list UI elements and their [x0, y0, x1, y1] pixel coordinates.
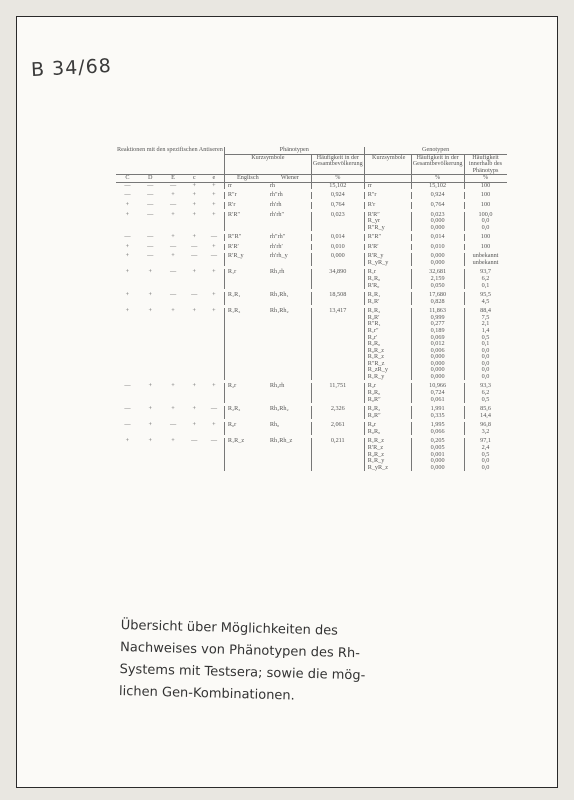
cell-line: 0,764 — [430, 200, 445, 208]
phaenotyp-wiener: Rh₀ — [269, 421, 280, 429]
cell-line: R₁R₁ — [367, 291, 381, 299]
cell-line: 3,2 — [481, 427, 490, 435]
haeufigkeit-phaenotyp-header: Häufigkeit innerhalb des Phänotyps — [464, 154, 507, 175]
phaenotyp-wiener: Rh₁Rh_z — [269, 437, 293, 445]
genotyp-anteil — [464, 422, 507, 435]
cell-line: R″r — [367, 191, 377, 199]
cell-line: 0,000 — [430, 258, 445, 266]
cell-line: 0,5 — [481, 395, 490, 403]
cell-line: 0,5 — [481, 450, 490, 458]
phaenotyp-englisch: R″R″ — [224, 234, 269, 241]
wiener-header: Wiener — [269, 175, 312, 183]
phaenotyp-englisch: R₂r — [224, 383, 269, 403]
genotyp-anteil — [464, 383, 507, 403]
cell-line: 100,0 — [478, 210, 493, 218]
reaction-cell: — — [210, 405, 218, 413]
cell-line: 0,023 — [430, 210, 445, 218]
cell-line: 0,828 — [430, 297, 445, 305]
phaenotyp-englisch: R″r — [224, 192, 269, 199]
cell-line: R₁R_z — [367, 437, 384, 445]
phaenotyp-englisch: rr — [224, 182, 269, 189]
table-row — [116, 422, 507, 435]
phaenotyp-haeufigkeit: 2,061 — [311, 422, 364, 435]
cell-line: 7,5 — [481, 313, 490, 321]
cell-line: R₂R₂ — [367, 405, 381, 413]
cell-line: R₀R₀ — [367, 427, 381, 435]
genotyp-symbols — [364, 253, 411, 266]
phaenotyp-englisch: R′R_y — [224, 253, 269, 266]
genotyp-haeufigkeit — [411, 422, 464, 435]
cell-line: 2,4 — [481, 443, 490, 451]
reaction-cell: — — [169, 181, 177, 189]
table-row — [116, 308, 507, 380]
reaction-cell: + — [192, 382, 196, 390]
cell-line: 17,680 — [429, 291, 447, 299]
cell-line: 0,0 — [481, 457, 490, 465]
cell-line: 97,1 — [480, 437, 491, 445]
cell-line: 0,5 — [481, 333, 490, 341]
genotyp-symbols — [364, 383, 411, 403]
cell-line: 0,012 — [430, 340, 445, 348]
genotyp-symbols — [364, 406, 411, 419]
reaction-cell: — — [147, 242, 154, 250]
cell-line: R_yr — [367, 217, 381, 225]
reaction-cell: + — [125, 252, 130, 260]
cell-line: 0,000 — [430, 457, 445, 465]
reaction-cell: + — [171, 382, 175, 390]
phaenotyp-haeufigkeit: 0,924 — [311, 192, 364, 199]
cell-line: 2,159 — [430, 275, 445, 282]
cell-line: R₁R_y — [367, 372, 385, 380]
reaction-cell: + — [212, 268, 216, 276]
cell-line: 0,0 — [481, 359, 490, 367]
reaction-cell: + — [212, 191, 216, 199]
reaction-cell: — — [124, 382, 131, 390]
reaction-cell: — — [147, 252, 154, 260]
table-row — [116, 438, 507, 471]
cell-line: R′R₀ — [367, 281, 380, 289]
genotyp-anteil — [464, 308, 507, 380]
haeufigkeit-gesamt-header: Häufigkeit in der Gesamtbevölkerung — [311, 154, 364, 175]
phaenotyp-wiener: Rh₁Rh₂ — [269, 307, 289, 315]
cell-line: 0,061 — [430, 395, 445, 403]
genotyp-haeufigkeit — [411, 182, 464, 189]
reaction-cell: + — [171, 210, 175, 218]
genotyp-haeufigkeit — [411, 292, 464, 305]
cell-line: R₂r′ — [367, 333, 378, 341]
genotyp-symbols — [364, 182, 411, 189]
reaction-cell: + — [148, 307, 152, 315]
phaenotyp-wiener: rh — [269, 181, 276, 189]
reaction-cell: + — [212, 242, 216, 250]
phaenotyp-haeufigkeit: 0,000 — [311, 253, 364, 266]
reaction-cell: + — [171, 437, 175, 445]
cell-line: R_yR_y — [367, 258, 389, 266]
reaction-cell: — — [169, 242, 177, 250]
cell-line: 10,966 — [429, 382, 447, 390]
reaction-cell: — — [169, 291, 177, 299]
reaction-cell: + — [192, 307, 196, 315]
reaction-cell: — — [210, 252, 218, 260]
cell-line: 0,205 — [430, 437, 445, 445]
cell-line: R₁R_z — [367, 353, 384, 361]
table-row — [116, 253, 507, 266]
reaction-cell: + — [212, 291, 216, 299]
cell-line: R₁R′ — [367, 297, 380, 305]
reaction-cell: — — [210, 437, 218, 445]
phaenotyp-englisch: R′R′ — [224, 244, 269, 251]
cell-line: 0,005 — [430, 443, 445, 451]
cell-line: 15,102 — [429, 181, 447, 189]
cell-line: R″R″ — [367, 233, 382, 241]
cell-line: 0,001 — [430, 450, 445, 458]
cell-line: R_yR_z — [367, 463, 388, 471]
cell-line: R₁R₀ — [367, 275, 381, 282]
genotyp-symbols — [364, 212, 411, 232]
genotyp-haeufigkeit — [411, 406, 464, 419]
phaenotyp-englisch: R′R″ — [224, 212, 269, 232]
phaenotyp-haeufigkeit: 2,326 — [311, 406, 364, 419]
reaction-cell: — — [169, 268, 177, 276]
reaction-cell: — — [147, 181, 154, 189]
reaction-cell: — — [191, 242, 198, 250]
phaenotyp-englisch: R′r — [224, 202, 269, 209]
reaction-cell: + — [125, 291, 130, 299]
cell-line: 95,5 — [480, 291, 491, 299]
cell-line: 0,724 — [430, 389, 445, 396]
phaenotyp-haeufigkeit: 0,764 — [311, 202, 364, 209]
table-row — [116, 383, 507, 403]
genotyp-haeufigkeit — [411, 253, 464, 266]
reaction-cell: — — [124, 181, 131, 189]
reaction-cell: + — [192, 405, 196, 413]
cell-line: R₀R_z — [367, 346, 384, 354]
reaction-cell: + — [192, 191, 196, 199]
cell-line: R″R_y — [367, 223, 385, 231]
phaenotyp-wiener: rh″rh″ — [269, 233, 286, 241]
cell-line: 0,1 — [481, 340, 490, 348]
cell-line: 4,5 — [481, 297, 490, 305]
cell-line: R₀r — [367, 421, 377, 429]
cell-line: R₁R₂ — [367, 307, 381, 315]
cell-line: 0,1 — [481, 281, 490, 289]
reaction-cell: — — [147, 200, 154, 208]
cell-line: R₁r″ — [367, 326, 379, 334]
reaction-cell: — — [210, 233, 218, 241]
reaction-cell: + — [171, 191, 175, 199]
phaenotyp-haeufigkeit: 0,014 — [311, 234, 364, 241]
caption-line: lichen Gen-Kombinationen. — [118, 683, 295, 704]
phaenotyp-wiener: rh′rh — [269, 200, 282, 208]
cell-line: 0,0 — [481, 372, 490, 380]
reaction-cell: — — [124, 421, 131, 429]
genotyp-haeufigkeit — [411, 308, 464, 380]
cell-line: 32,681 — [429, 268, 447, 276]
antiserum-c-upper: C — [116, 175, 139, 183]
cell-line: 0,000 — [430, 223, 445, 231]
cell-line: 6,2 — [481, 389, 490, 396]
phaenotyp-englisch: R₁r — [224, 269, 269, 289]
phaenotyp-haeufigkeit: 15,102 — [311, 182, 364, 189]
cell-line: 0,000 — [430, 372, 445, 380]
genotyp-anteil — [464, 253, 507, 266]
reaction-cell: + — [171, 307, 175, 315]
cell-line: 1,4 — [481, 326, 490, 334]
reaction-cell: + — [125, 268, 130, 276]
phaenotyp-wiener: Rh₂Rh₂ — [269, 405, 289, 413]
reaction-cell: + — [192, 421, 196, 429]
reaction-cell: + — [212, 307, 216, 315]
phaenotyp-wiener: Rh₁Rh₁ — [269, 291, 289, 299]
phaenotyp-wiener: rh′rh′ — [269, 242, 283, 250]
phaenotyp-englisch: R₁R_z — [224, 438, 269, 471]
reaction-cell: + — [192, 181, 196, 189]
reaction-cell: + — [148, 382, 152, 390]
reaction-cell: — — [191, 252, 198, 260]
cell-line: 93,3 — [480, 382, 491, 390]
cell-line: 0,000 — [430, 359, 445, 367]
reaction-cell: — — [191, 437, 198, 445]
percent-header-2: % — [411, 175, 464, 183]
phaenotyp-haeufigkeit: 13,417 — [311, 308, 364, 380]
cell-line: R₂R_z — [367, 450, 384, 458]
reaction-cell: + — [171, 233, 175, 241]
cell-line: 14,4 — [480, 411, 491, 419]
reaction-cell: + — [148, 268, 152, 276]
cell-line: 0,999 — [430, 313, 445, 321]
reaction-cell: — — [191, 291, 198, 299]
antiserum-c-lower: c — [184, 175, 204, 183]
kurzsymbole-geno-header: Kurzsymbole — [364, 154, 411, 175]
genotyp-anteil — [464, 292, 507, 305]
cell-line: 1,991 — [430, 405, 445, 413]
phaenotyp-haeufigkeit: 34,890 — [311, 269, 364, 289]
cell-line: R₁R_y — [367, 457, 385, 465]
cell-line: 100 — [480, 200, 491, 208]
cell-line: 0,066 — [430, 427, 445, 435]
caption-line: Systems mit Testsera; sowie die mög- — [119, 661, 366, 684]
cell-line: 0,000 — [430, 463, 445, 471]
genotyp-anteil — [464, 182, 507, 189]
reaction-cell: + — [212, 181, 216, 189]
reaction-cell: + — [148, 437, 152, 445]
phaenotyp-englisch: R₁R₂ — [224, 308, 269, 380]
cell-line: R₂R″ — [367, 411, 381, 419]
reaction-cell: + — [148, 291, 152, 299]
reaction-cell: + — [192, 210, 196, 218]
cell-line: 0,924 — [430, 191, 445, 199]
reaction-cell: + — [125, 437, 130, 445]
reaction-cell: — — [124, 233, 131, 241]
cell-line: 0,0 — [481, 366, 490, 374]
reaction-cell: + — [212, 421, 216, 429]
cell-line: 0,000 — [430, 252, 445, 260]
genotyp-symbols — [364, 269, 411, 289]
table-row — [116, 182, 507, 189]
handwritten-caption — [119, 615, 481, 712]
phaenotyp-englisch: R₂R₂ — [224, 406, 269, 419]
cell-line: 0,000 — [430, 217, 445, 225]
genotyp-haeufigkeit — [411, 269, 464, 289]
phaenotyp-wiener: Rh₁rh — [269, 268, 285, 276]
phaenotyp-haeufigkeit: 18,508 — [311, 292, 364, 305]
reaction-cell: + — [171, 405, 175, 413]
genotyp-haeufigkeit — [411, 438, 464, 471]
cell-line: 88,4 — [480, 307, 491, 315]
cell-line: R₂R₀ — [367, 389, 381, 396]
phaenotypen-header: Phänotypen — [224, 147, 364, 154]
cell-line: 100 — [480, 242, 491, 250]
cell-line: R₂R₀ — [367, 340, 381, 348]
genotyp-haeufigkeit — [411, 212, 464, 232]
caption-line: Nachweises von Phänotypen des Rh- — [119, 639, 361, 662]
reaktionen-header: Reaktionen mit den spezifischen Antiseren — [116, 147, 224, 175]
document-sheet — [16, 16, 558, 788]
cell-line: 0,010 — [430, 242, 445, 250]
cell-line: 0,050 — [430, 281, 445, 289]
cell-line: 0,0 — [481, 353, 490, 361]
genotypen-header: Genotypen — [364, 147, 506, 154]
table-row — [116, 212, 507, 232]
reaction-cell: — — [169, 200, 177, 208]
cell-line: R″R_z — [367, 359, 385, 367]
cell-line: 0,014 — [430, 233, 445, 241]
cell-line: R′R′ — [367, 242, 379, 250]
cell-line: 0,189 — [430, 326, 445, 334]
cell-line: 0,277 — [430, 320, 445, 328]
cell-line: R′R″ — [367, 210, 380, 218]
phaenotyp-haeufigkeit: 0,010 — [311, 244, 364, 251]
cell-line: 100 — [480, 191, 491, 199]
cell-line: R₀R″ — [367, 395, 381, 403]
reaction-cell: + — [192, 233, 196, 241]
table-row — [116, 269, 507, 289]
phaenotyp-wiener: rh′rh″ — [269, 210, 285, 218]
haeufigkeit-gesamt-geno-header: Häufigkeit in der Gesamtbevölkerung — [411, 154, 464, 175]
reaction-cell: + — [125, 307, 130, 315]
phaenotyp-wiener: rh′rh_y — [269, 252, 288, 260]
cell-line: 0,0 — [481, 463, 490, 471]
cell-line: 100 — [480, 233, 491, 241]
reaction-cell: + — [125, 210, 130, 218]
cell-line: R₂r — [367, 382, 377, 390]
reaction-cell: — — [147, 233, 154, 241]
caption-line: Übersicht über Möglichkeiten des — [120, 617, 339, 639]
phaenotyp-haeufigkeit: 0,211 — [311, 438, 364, 471]
phaenotyp-haeufigkeit: 0,023 — [311, 212, 364, 232]
phaenotyp-wiener: rh″rh — [269, 191, 283, 199]
cell-line: R″R₁ — [367, 320, 381, 328]
antiserum-e-upper: E — [162, 175, 185, 183]
cell-line: 85,6 — [480, 405, 491, 413]
reaction-cell: + — [212, 200, 216, 208]
cell-line: R₂R′ — [367, 313, 380, 321]
cell-line: R′R_z — [367, 443, 384, 451]
englisch-header: Englisch — [224, 175, 269, 183]
cell-line: R_zR_y — [367, 366, 388, 374]
cell-line: 11,863 — [429, 307, 446, 315]
cell-line: 100 — [480, 181, 491, 189]
percent-header-1: % — [311, 175, 364, 183]
cell-line: unbekannt — [472, 258, 499, 266]
reaction-cell: + — [212, 382, 216, 390]
cell-line: 0,069 — [430, 333, 445, 341]
reaction-cell: + — [125, 200, 130, 208]
reaction-cell: — — [147, 210, 154, 218]
phaenotyp-haeufigkeit: 11,751 — [311, 383, 364, 403]
reaction-cell: — — [169, 421, 177, 429]
cell-line: 93,7 — [480, 268, 491, 276]
reaction-cell: + — [212, 210, 216, 218]
kurzsymbole-header: Kurzsymbole — [224, 154, 311, 175]
cell-line: 0,0 — [481, 346, 490, 354]
archive-number: B 34/68 — [30, 54, 113, 82]
reaction-cell: + — [148, 405, 152, 413]
cell-line: 6,2 — [481, 275, 490, 282]
genotyp-anteil — [464, 406, 507, 419]
reaction-cell: — — [147, 191, 154, 199]
phaenotyp-wiener: Rh₂rh — [269, 382, 285, 390]
reaction-cell: + — [192, 268, 196, 276]
percent-header-3: % — [464, 175, 507, 183]
table-row — [116, 406, 507, 419]
cell-line: 96,8 — [480, 421, 491, 429]
cell-line: 0,0 — [481, 217, 490, 225]
cell-line: 0,000 — [430, 353, 445, 361]
cell-line: R′r — [367, 200, 376, 208]
cell-line: R₁r — [367, 268, 377, 276]
genotyp-anteil — [464, 212, 507, 232]
genotyp-symbols — [364, 292, 411, 305]
cell-line: 0,335 — [430, 411, 445, 419]
reaction-cell: — — [124, 405, 131, 413]
cell-line: rr — [367, 181, 372, 189]
cell-line: 2,1 — [481, 320, 490, 328]
phaenotyp-englisch: R₁R₁ — [224, 292, 269, 305]
genotyp-anteil — [464, 269, 507, 289]
rh-system-table — [116, 147, 507, 474]
reaction-cell: — — [124, 191, 131, 199]
reaction-cell: + — [148, 421, 152, 429]
row-spacer — [116, 471, 507, 474]
genotyp-symbols — [364, 438, 411, 471]
reaction-cell: + — [171, 252, 175, 260]
antiserum-d: D — [139, 175, 162, 183]
cell-line: 0,0 — [481, 223, 490, 231]
genotyp-haeufigkeit — [411, 383, 464, 403]
cell-line: 1,995 — [430, 421, 445, 429]
genotyp-symbols — [364, 422, 411, 435]
cell-line: unbekannt — [472, 252, 499, 260]
reaction-cell: + — [125, 242, 130, 250]
cell-line: 0,000 — [430, 366, 445, 374]
genotyp-symbols — [364, 308, 411, 380]
table-row — [116, 292, 507, 305]
phaenotyp-englisch: R₀r — [224, 422, 269, 435]
cell-line: R′R_y — [367, 252, 384, 260]
antiserum-e-lower: e — [204, 175, 224, 183]
cell-line: 0,006 — [430, 346, 445, 354]
genotyp-anteil — [464, 438, 507, 471]
reaction-cell: + — [192, 200, 196, 208]
